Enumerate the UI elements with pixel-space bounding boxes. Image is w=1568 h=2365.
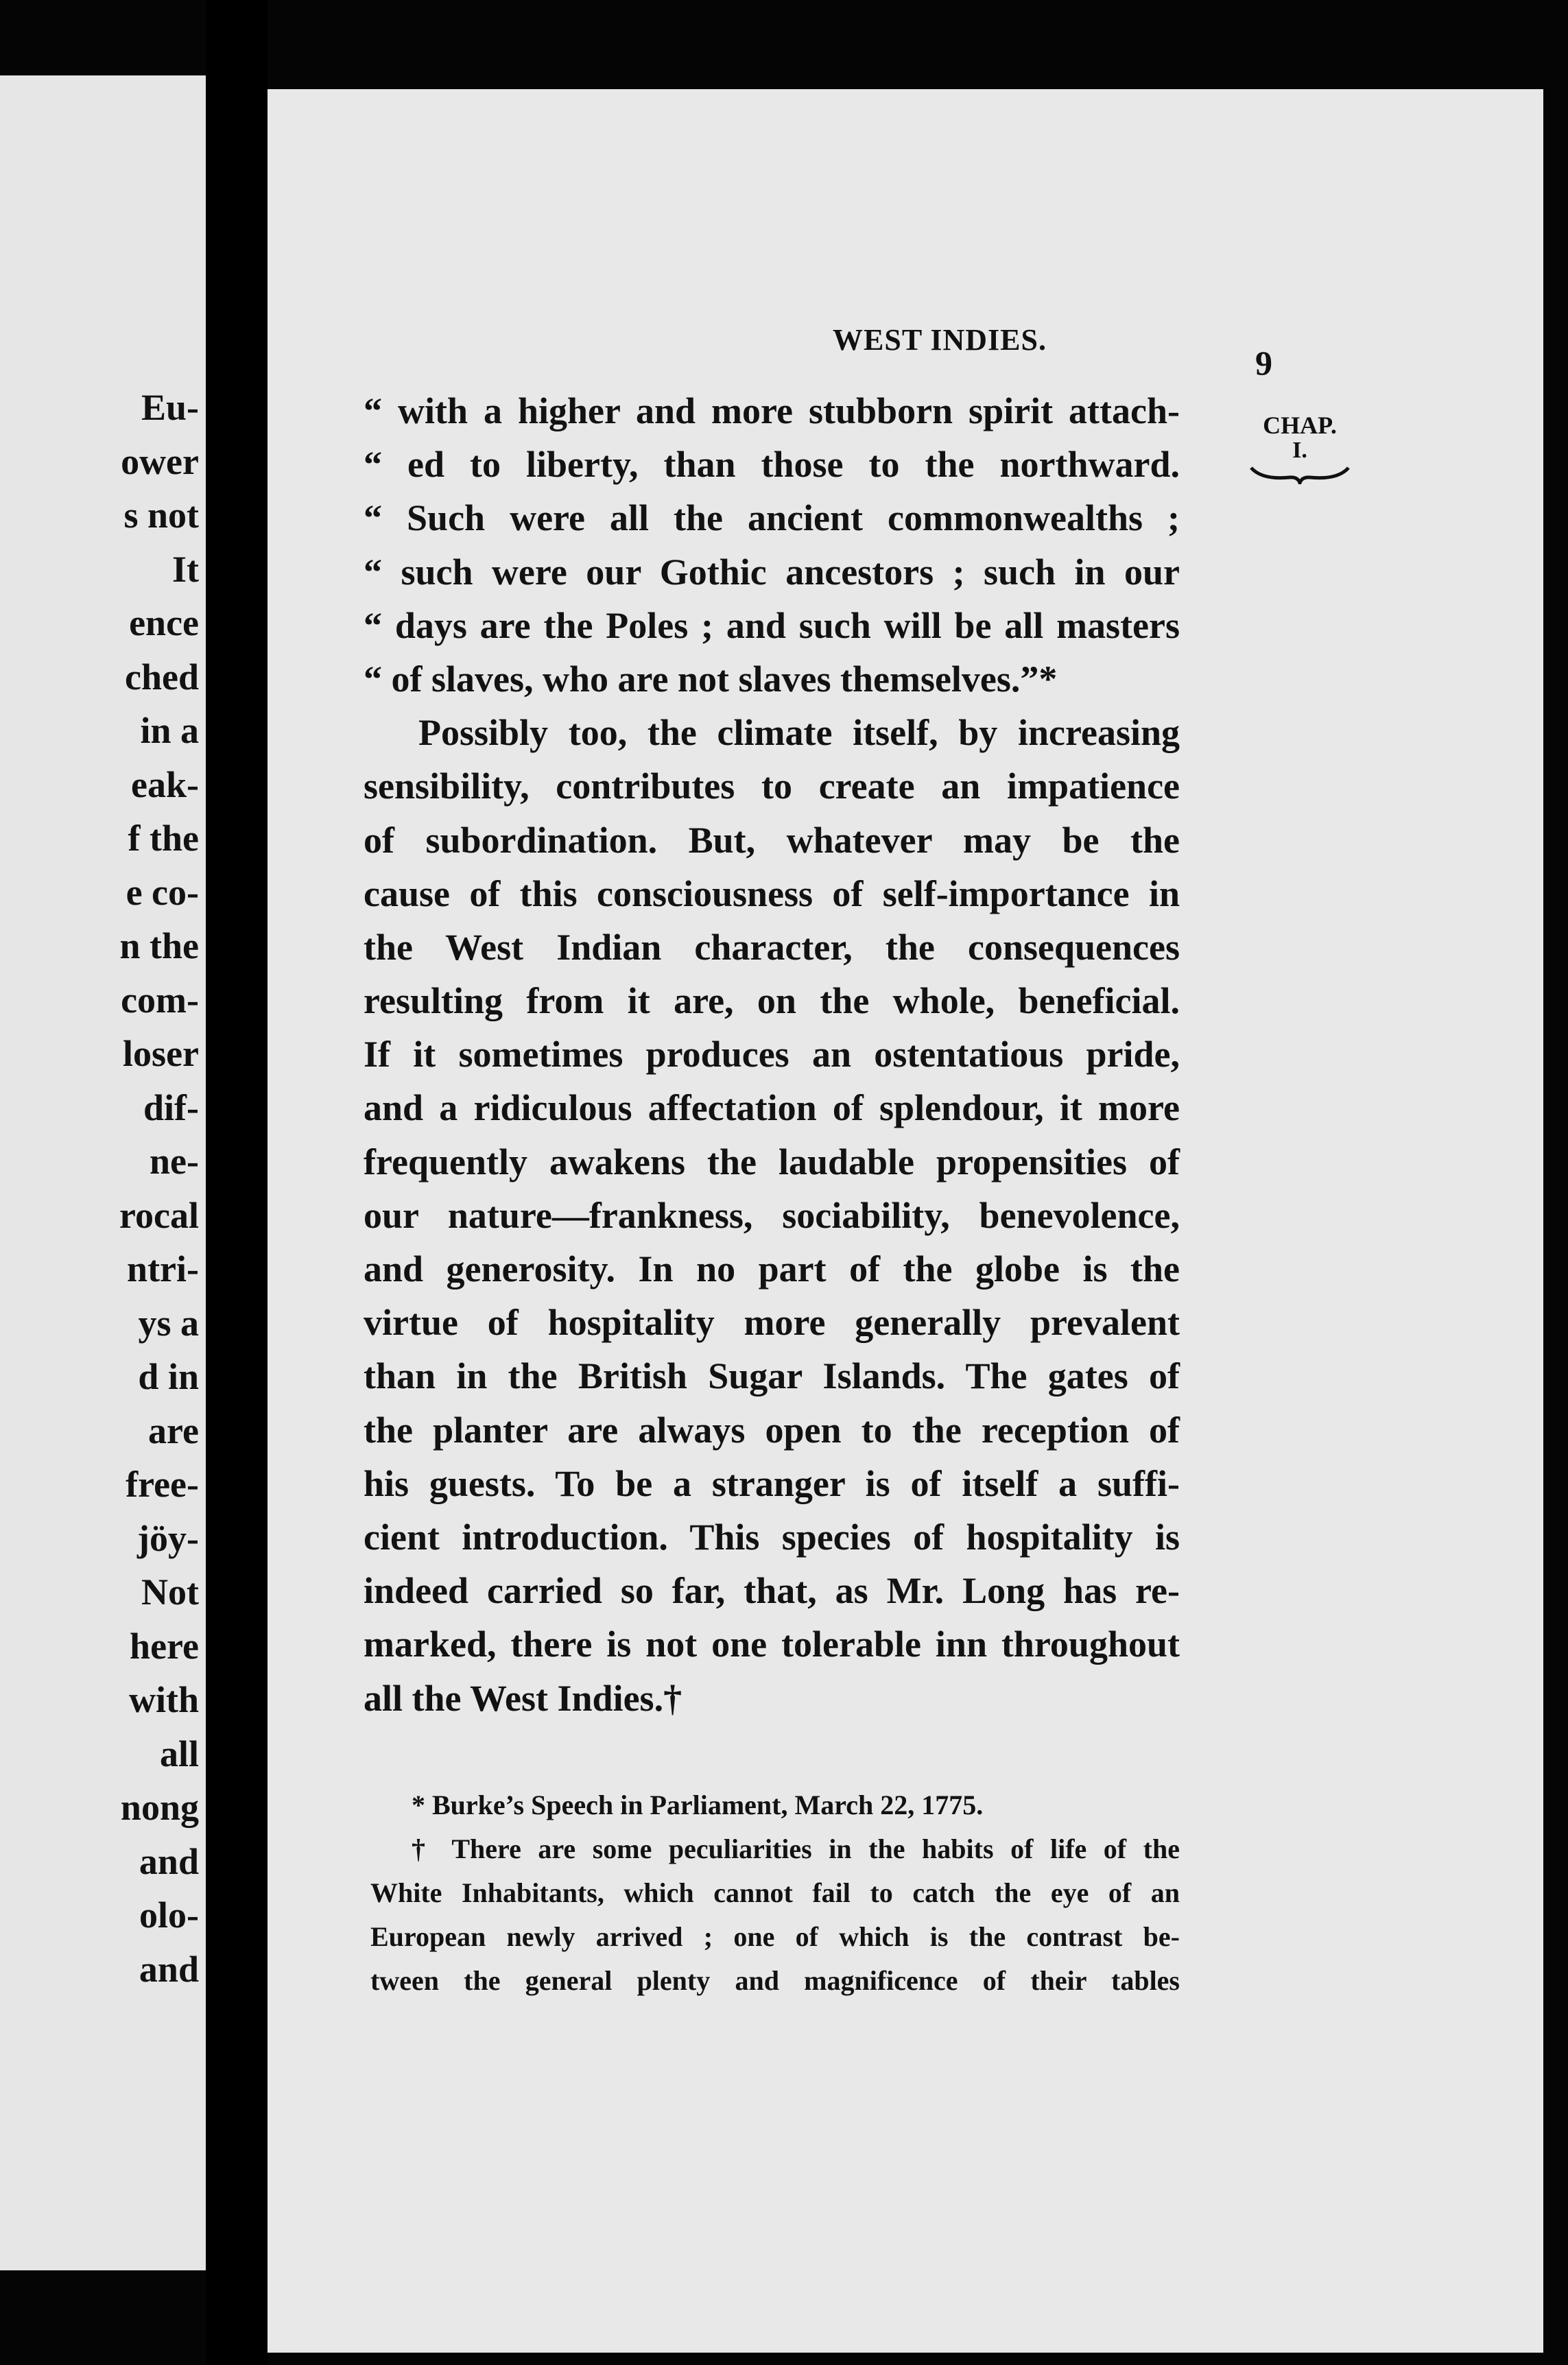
text-line: sensibility, contributes to create an impatience (364, 765, 1180, 807)
text-line: the planter are always open to the reception of (364, 1409, 1180, 1451)
text-line: his guests. To be a stranger is of itself a suffi- (364, 1462, 1180, 1504)
left-page-fragment: and (139, 1948, 199, 1990)
left-page-fragment: here (130, 1625, 199, 1667)
text-line: If it sometimes produces an ostentatious pride, (364, 1034, 1180, 1075)
left-page-fragment: olo- (139, 1894, 199, 1936)
text-line: all the West Indies.† (364, 1677, 682, 1719)
left-page-text-fragments (119, 381, 199, 1996)
text-line: “ days are the Poles ; and such will be all masters (364, 604, 1180, 646)
left-page-fragment: d in (138, 1356, 199, 1397)
footnote-peculiarities (370, 1827, 1180, 2003)
left-page-fragment: and (139, 1840, 199, 1882)
left-page-fragment: com- (121, 979, 199, 1021)
book-gutter (206, 0, 268, 2365)
left-page-fragment: s not (123, 495, 199, 536)
text-line: “ Such were all the ancient commonwealths ; (364, 497, 1180, 539)
body-text (364, 384, 1180, 1725)
text-line: our nature—frankness, sociability, benevolence, (364, 1194, 1180, 1236)
text-line: “ with a higher and more stubborn spirit attach- (364, 390, 1180, 431)
text-line: resulting from it are, on the whole, beneficial. (364, 980, 1180, 1022)
left-page-fragment: rocal (119, 1194, 199, 1236)
footnote-line: tween the general plenty and magnificence of their tables (370, 1965, 1180, 1996)
left-page-fragment: ower (121, 440, 199, 482)
brace-ornament-icon (1248, 464, 1351, 484)
running-head: WEST INDIES. (833, 323, 1047, 357)
left-page-fragment: jöy- (137, 1517, 199, 1559)
left-page-fragment: nong (120, 1787, 199, 1828)
footnote-burke: * Burke’s Speech in Parliament, March 22, 1775. (412, 1790, 984, 1820)
left-page-fragment: free- (126, 1464, 199, 1505)
left-page-fragment: It (172, 548, 199, 590)
text-line: indeed carried so far, that, as Mr. Long has re- (364, 1570, 1180, 1612)
right-page (268, 89, 1543, 2353)
left-page-fragment: Eu- (141, 387, 199, 428)
left-page-fragment: e co- (126, 871, 199, 913)
left-page-fragment: f the (128, 818, 199, 859)
left-page (0, 75, 206, 2270)
text-line: and generosity. In no part of the globe is the (364, 1248, 1180, 1290)
chapter-margin-note (1235, 412, 1365, 484)
text-line: cient introduction. This species of hospitality is (364, 1516, 1180, 1558)
text-line: frequently awakens the laudable propensities of (364, 1141, 1180, 1182)
footnote-line: White Inhabitants, which cannot fail to catch the eye of an (370, 1877, 1180, 1908)
text-line: marked, there is not one tolerable inn throughout (364, 1624, 1180, 1665)
text-line: Possibly too, the climate itself, by increasing (418, 712, 1180, 754)
footnote-line: European newly arrived ; one of which is the contrast be- (370, 1921, 1180, 1952)
footnote-line: † There are some peculiarities in the habits of life of the (412, 1833, 1180, 1864)
left-page-fragment: eak- (131, 763, 199, 805)
left-page-fragment: in a (140, 710, 199, 751)
text-line: and a ridiculous affectation of splendour, it more (364, 1087, 1180, 1129)
text-line: “ ed to liberty, than those to the northward. (364, 444, 1180, 486)
text-line: of subordination. But, whatever may be the (364, 819, 1180, 861)
left-page-fragment: n the (119, 925, 199, 966)
left-page-fragment: Not (141, 1571, 199, 1613)
left-page-fragment: are (148, 1410, 199, 1451)
chapter-label: CHAP. (1263, 412, 1337, 439)
left-page-fragment: loser (123, 1033, 199, 1074)
left-page-fragment: ence (129, 602, 199, 643)
text-line: virtue of hospitality more generally prevalent (364, 1302, 1180, 1344)
page-number: 9 (1255, 344, 1272, 382)
chapter-number: I. (1292, 438, 1307, 463)
left-page-fragment: ys a (138, 1302, 199, 1344)
text-line: “ of slaves, who are not slaves themselves.”* (364, 658, 1058, 700)
left-page-fragment: dif- (143, 1086, 199, 1128)
left-page-fragment: all (159, 1733, 199, 1774)
left-page-fragment: with (128, 1679, 199, 1720)
left-page-fragment: ne- (150, 1141, 199, 1182)
footnotes (370, 1783, 1180, 2003)
left-page-fragment: ntri- (127, 1248, 199, 1290)
text-line: the West Indian character, the consequences (364, 926, 1180, 968)
left-page-fragment: ched (125, 656, 199, 698)
text-line: than in the British Sugar Islands. The gates of (364, 1355, 1180, 1397)
text-line: cause of this consciousness of self-importance in (364, 872, 1180, 914)
text-line: “ such were our Gothic ancestors ; such in our (364, 551, 1180, 593)
